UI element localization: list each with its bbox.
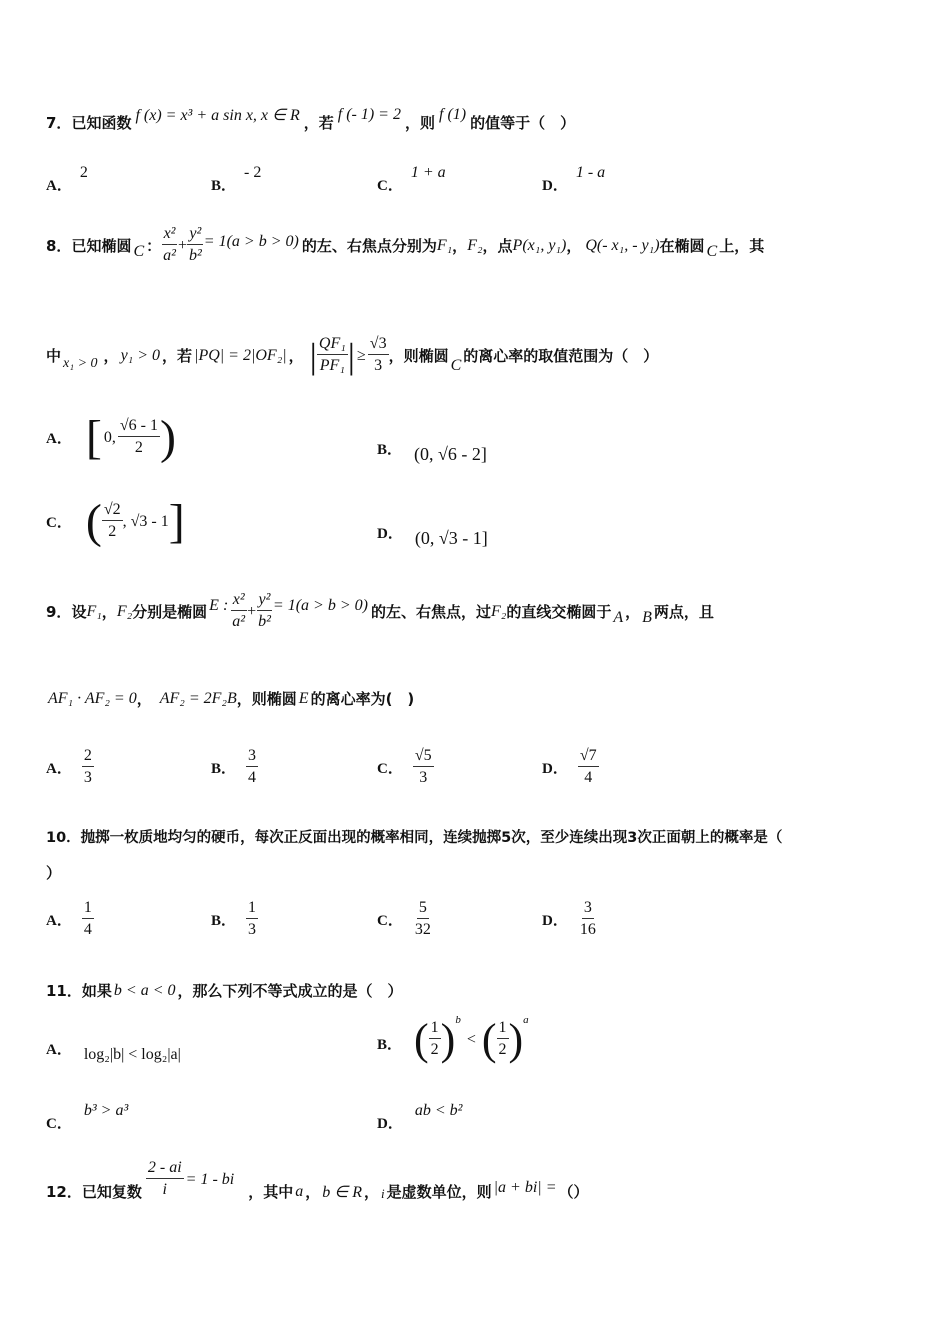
q8-option-d[interactable] [377, 522, 488, 548]
q8-y1: y₁ > 0 [120, 346, 161, 364]
option-fraction: $\frac{2}{3}$ [83, 747, 92, 786]
q11-text-1: 如果 [81, 982, 112, 1000]
option-value: 1 - a [575, 163, 606, 181]
q11-option-a[interactable] [46, 1040, 181, 1061]
option-label: B． [211, 178, 237, 194]
q9-equation: = 1(a > b > 0) [272, 596, 368, 614]
q11-option-c[interactable] [46, 1100, 129, 1132]
q8-text-9: 的离心率的取值范围为（ ） [463, 347, 659, 365]
q9-frac-x: $\frac{\text{x²}}{\text{a²}}$ [232, 591, 246, 630]
q9-frac-y: $\frac{\text{y²}}{\text{b²}}$ [258, 591, 271, 630]
q9-text-5: 两点，且 [653, 603, 714, 621]
q8-point-p: P(x₁, y₁) [512, 236, 567, 254]
q12-imag-unit: i [381, 1185, 385, 1201]
q8-text-2: 的左、右焦点分别为 [301, 237, 437, 255]
q8-colon: ： [146, 237, 162, 255]
q8-text-8: ，则椭圆 [388, 347, 449, 365]
q12-text-3: 是虚数单位，则 [386, 1183, 492, 1201]
q12-b-in-r: b ∈ R [322, 1183, 362, 1201]
q7-option-d[interactable] [542, 163, 606, 194]
q9-option-c[interactable] [377, 746, 434, 789]
q9-text-3: 的左、右焦点，过 [370, 603, 491, 621]
option-label: A． [46, 913, 72, 929]
option-label: B． [377, 442, 403, 458]
option-label: C． [377, 761, 403, 777]
q8-x1: x₁ > 0 [63, 355, 98, 371]
q11-condition: b < a < 0 [113, 981, 176, 999]
q7-target: f (1) [439, 105, 467, 123]
option-label: D． [377, 526, 403, 542]
q9-text-7: 的离心率为( ) [310, 690, 415, 708]
q8-frac-x: $\frac{\text{x²}}{\text{a²}}$ [163, 225, 176, 264]
q9-text-6: ，则椭圆 [236, 690, 297, 708]
q12-text-2: ，其中 [248, 1183, 294, 1201]
q9-option-b[interactable] [211, 746, 258, 789]
q7-option-c[interactable] [377, 163, 446, 194]
option-fraction: $\frac{1}{3}$ [248, 899, 257, 938]
q7-stem [46, 105, 576, 133]
q7-text-4: 的值等于（ ） [470, 114, 576, 132]
q9-ellipse-name: E : [209, 596, 229, 614]
q10-stem-line1: 10．抛掷一枚质地均匀的硬币，每次正反面出现的概率相同，连续抛掷5次，至少连续出现3次正面朝上的概率是（ [46, 830, 783, 846]
q7-text-1: 已知函数 [71, 114, 132, 132]
q9-f2b: F₂ [490, 602, 507, 620]
option-fraction: $\frac{√5}{3}$ [414, 747, 432, 786]
q8-stem-line1: 8． 已知椭圆 C ： $\frac{\text{x²}}{\text{a²}}$ + $\frac{\text{y²}}{\text{b²}}$ = 1(a > b > 0) 的左、右焦点分别为 F₁ ， F₂ ，点 P(x₁, y₁) ， Q(- x₁, - y₁) 在椭圆 C 上，其 [46, 224, 764, 267]
q7-function: f (x) = x³ + a sin x, x ∈ R [135, 106, 300, 124]
option-fraction: $\frac{3}{16}$ [579, 899, 596, 938]
q12-number: 12． [46, 1183, 82, 1201]
q8-point-q: Q(- x₁, - y₁) [585, 236, 660, 254]
q9-option-d[interactable] [542, 746, 599, 789]
q10-stem-line2: ） [46, 864, 62, 882]
q9-condition-1: AF₁ · AF₂ = 0 [48, 689, 137, 707]
q8-text-3: ，点 [482, 237, 513, 255]
option-value: ab < b² [414, 1101, 463, 1119]
option-fraction: $\frac{√6 - 1}{2}$ [119, 417, 158, 456]
q10-option-b[interactable] [211, 898, 258, 941]
option-fraction: $\frac{√7}{4}$ [579, 747, 597, 786]
q12-text-4: （） [558, 1183, 589, 1201]
option-label: A． [46, 1042, 72, 1058]
q8-text-4: 在椭圆 [659, 237, 705, 255]
q8-ratio: $\frac{\text{QF₁}}{\text{PF₁}}$ [318, 335, 346, 374]
q9-number: 9． [46, 603, 72, 621]
q11-option-d[interactable] [377, 1100, 463, 1132]
q9-text-4: 的直线交椭圆于 [506, 603, 612, 621]
q12-stem: 12． 已知复数 $\frac{2 - ai}{i}$ = 1 - bi ，其中 a ， b ∈ R ， i 是虚数单位，则 |a + bi| = （） [46, 1159, 589, 1201]
q8-sqrt3-over-3: $\frac{√3}{3}$ [369, 335, 387, 374]
q12-text-1: 已知复数 [81, 1183, 142, 1201]
q9-text-2: 分别是椭圆 [132, 603, 208, 621]
q8-text-1: 已知椭圆 [71, 237, 132, 255]
option-value: log₂|b| < log₂|a| [83, 1045, 181, 1063]
option-label: B． [377, 1037, 403, 1053]
q12-var-a: a [295, 1182, 304, 1200]
option-label: B． [211, 761, 237, 777]
option-label: C． [377, 913, 403, 929]
q9-stem-line2: AF₁ · AF₂ = 0 ， AF₂ = 2F₂B ，则椭圆 E 的离心率为( ) [48, 689, 415, 708]
option-label: D． [542, 178, 568, 194]
q12-equation: = 1 - bi [185, 1170, 235, 1188]
q8-f2: F₂ [467, 236, 483, 254]
q7-option-b[interactable] [211, 163, 262, 194]
q8-option-c[interactable]: C． ( $\frac{√2}{2}$ , √3 - 1 ] [46, 494, 185, 548]
q10-option-d[interactable] [542, 898, 598, 941]
option-label: C． [377, 178, 403, 194]
q8-frac-y: $\frac{\text{y²}}{\text{b²}}$ [188, 225, 202, 264]
q12-fraction: $\frac{2 - ai}{i}$ [147, 1159, 182, 1198]
option-value: (0, √6 - 2] [414, 444, 487, 464]
q8-text-7: ，若 [162, 347, 193, 365]
q9-point-b: B [642, 608, 652, 626]
option-label: D． [542, 761, 568, 777]
q8-text-5: 上，其 [719, 237, 765, 255]
q7-text-3: ，则 [404, 114, 435, 132]
option-value: (0, √3 - 1] [414, 528, 488, 548]
option-value: 2 [79, 163, 88, 181]
q9-point-a: A [613, 608, 624, 626]
q8-option-b[interactable] [377, 438, 487, 464]
option-fraction: $\frac{5}{32}$ [414, 899, 431, 938]
q8-pq-condition: |PQ| = 2|OF₂| [194, 346, 287, 364]
option-label: A． [46, 431, 72, 447]
option-label: C． [46, 515, 72, 531]
option-value: 1 + a [410, 163, 446, 181]
option-label: D． [542, 913, 568, 929]
q12-modulus: |a + bi| = [493, 1178, 557, 1196]
q7-option-a[interactable] [46, 163, 88, 194]
q9-text-1: 设 [71, 603, 87, 621]
q8-equation: = 1(a > b > 0) [203, 232, 299, 250]
option-fraction: $\frac{√2}{2}$ [103, 501, 121, 540]
option-value: b³ > a³ [83, 1101, 129, 1119]
option-fraction-2: $\frac{1}{2}$ [498, 1019, 507, 1058]
q9-f2: F₂ [116, 602, 133, 620]
q10-option-c[interactable] [377, 898, 433, 941]
option-label: C． [46, 1116, 72, 1132]
q7-text-2: ，若 [303, 114, 334, 132]
option-label: A． [46, 178, 72, 194]
option-fraction-1: $\frac{1}{2}$ [430, 1019, 439, 1058]
q8-number: 8． [46, 237, 72, 255]
q8-option-a[interactable]: A． [ 0, $\frac{√6 - 1}{2}$ ) [46, 410, 176, 464]
q8-ellipse-name: C [133, 242, 145, 260]
option-label: A． [46, 761, 72, 777]
q11-stem [46, 980, 403, 1001]
q8-ellipse-name-3: C [450, 356, 462, 374]
q8-stem-line2: 中 x₁ > 0 ， y₁ > 0 ，若 |PQ| = 2|OF₂| ， | $\frac{\text{QF₁}}{\text{PF₁}}$ | ≥ $\frac{√3}{3}$ ，则椭圆 C 的离心率的取值范围为（ ） [46, 335, 659, 376]
option-label: D． [377, 1116, 403, 1132]
option-fraction: $\frac{1}{4}$ [83, 899, 92, 938]
q9-option-a[interactable] [46, 746, 94, 789]
q9-condition-2: AF₂ = 2F₂B [159, 689, 237, 707]
q8-ellipse-name-2: C [706, 242, 718, 260]
q11-option-b[interactable]: B． ( $\frac{1}{2}$ ) b < ( $\frac{1}{2}$ ) a [377, 1013, 529, 1064]
q10-option-a[interactable] [46, 898, 94, 941]
option-label: B． [211, 913, 237, 929]
q9-stem-line1: 9． 设 F₁ ， F₂ 分别是椭圆 E : $\frac{\text{x²}}{\text{a²}}$ + $\frac{\text{y²}}{\text{b²}}$ = 1(a > b > 0) 的左、右焦点，过 F₂ 的直线交椭圆于 A ， B 两点，且 [46, 590, 714, 633]
option-value: - 2 [244, 163, 262, 181]
q9-ellipse-name-2: E [298, 689, 309, 707]
q8-f1: F₁ [436, 236, 453, 254]
option-fraction: $\frac{3}{4}$ [248, 747, 257, 786]
q7-condition: f (- 1) = 2 [337, 105, 401, 123]
q11-number: 11． [46, 982, 82, 1000]
q9-f1: F₁ [86, 602, 102, 620]
q7-number: 7． [46, 114, 72, 132]
q8-text-6: 中 [46, 347, 62, 365]
q11-text-2: ，那么下列不等式成立的是（ ） [177, 982, 403, 1000]
